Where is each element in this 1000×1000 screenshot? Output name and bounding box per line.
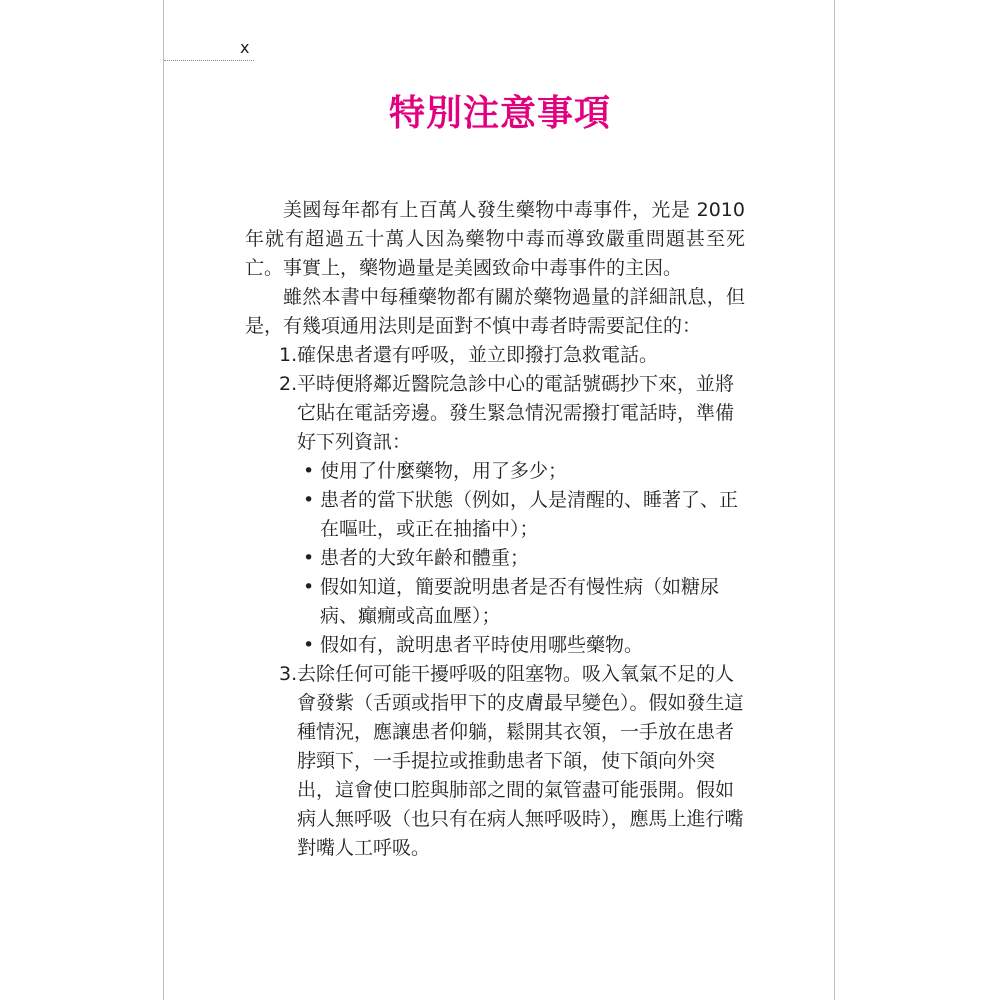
intro-paragraph-1: 美國每年都有上百萬人發生藥物中毒事件，光是 2010 年就有超過五十萬人因為藥物中毒而導致嚴重問題甚至死亡。事實上，藥物過量是美國致命中毒事件的主因。 <box>245 199 745 279</box>
page-number: x <box>240 38 250 57</box>
sub-list-item-text: 患者的當下狀態（例如，人是清醒的、睡著了、正在嘔吐，或正在抽搐中）； <box>320 489 739 540</box>
bullet-icon: • <box>303 489 315 511</box>
list-item-text: 去除任何可能干擾呼吸的阻塞物。吸入氧氣不足的人會發紫（舌頭或指甲下的皮膚最早變色）。假如發生這種情況，應讓患者仰躺，鬆開其衣領，一手放在患者脖頸下，一手提拉或推動患者下頜，使下頜向外突出，這會使口腔與肺部之間的氣管盡可能張開。假如病人無呼吸（也只有在病人無呼吸時），應馬上進行嘴對嘴人工呼吸。 <box>297 663 744 859</box>
sub-list-item <box>245 486 745 544</box>
list-item <box>245 660 745 863</box>
list-number: 3. <box>279 663 298 685</box>
sub-list-item-text: 假如知道，簡要說明患者是否有慢性病（如糖尿病、癲癇或高血壓）； <box>320 576 720 627</box>
list-number: 2. <box>279 373 298 395</box>
header-dotted-rule <box>164 60 254 61</box>
sub-list-item <box>245 573 745 631</box>
sub-list-item-text: 患者的大致年齡和體重； <box>320 547 530 569</box>
list-number: 1. <box>279 344 298 366</box>
list-item-text: 平時便將鄰近醫院急診中心的電話號碼抄下來，並將它貼在電話旁邊。發生緊急情況需撥打電話時，準備好下列資訊： <box>297 373 735 453</box>
list-item-text: 確保患者還有呼吸，並立即撥打急救電話。 <box>297 344 659 366</box>
bullet-icon: • <box>303 547 315 569</box>
bullet-icon: • <box>303 576 315 598</box>
body-text <box>245 196 745 863</box>
sub-list-item <box>245 457 745 486</box>
list-item <box>245 370 745 457</box>
sub-list-item <box>245 544 745 573</box>
sub-list-item-text: 使用了什麼藥物，用了多少； <box>320 460 568 482</box>
page-title: 特別注意事項 <box>388 93 611 134</box>
sub-list-item <box>245 631 745 660</box>
bullet-icon: • <box>303 634 315 656</box>
sub-list-item-text: 假如有，說明患者平時使用哪些藥物。 <box>320 634 644 656</box>
list-item <box>245 341 745 370</box>
intro-paragraph-2: 雖然本書中每種藥物都有關於藥物過量的詳細訊息，但是，有幾項通用法則是面對不慎中毒者時需要記住的： <box>245 286 745 337</box>
bullet-icon: • <box>303 460 315 482</box>
